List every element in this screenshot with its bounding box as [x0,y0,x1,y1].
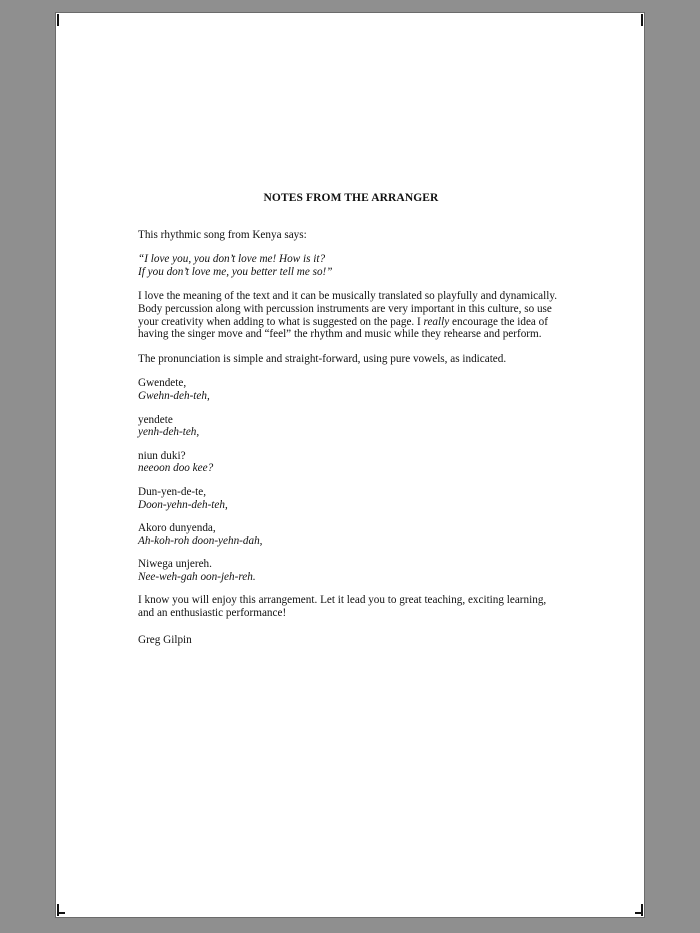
pronunciation-entry [138,377,558,402]
signature: Greg Gilpin [138,633,192,646]
lyric-phonetic: Nee-weh-gah oon-jeh-reh. [138,570,256,583]
crop-tick-bottom-left [57,912,65,914]
pronunciation-entry [138,558,558,583]
closing-paragraph: I know you will enjoy this arrangement. Let it lead you to great teaching, exciting learning, and an enthusiastic performance! [138,594,547,620]
lyric-word: yendete [138,413,173,426]
lyric-phonetic: Ah-koh-roh doon-yehn-dah, [138,534,263,547]
document-body [138,192,558,646]
paragraph-meaning-emphasis: really [423,315,450,328]
pronunciation-entry [138,450,558,475]
lyric-phonetic: Doon-yehn-deh-teh, [138,498,228,511]
paragraph-pronunciation: The pronunciation is simple and straight-forward, using pure vowels, as indicated. [138,352,507,365]
pronunciation-entry [138,522,558,547]
lyric-word: Niwega unjereh. [138,558,212,571]
crop-mark-bottom-left [57,904,71,916]
crop-mark-top-left [57,14,71,26]
lyric-phonetic: neeoon doo kee? [138,462,214,475]
quote-line-1: “I love you, you don’t love me! How is it? [138,253,326,266]
lyric-word: niun duki? [138,449,186,462]
song-quote [138,253,558,278]
crop-mark-bottom-right [629,904,643,916]
pronunciation-entry [138,414,558,439]
quote-line-2: If you don’t love me, you better tell me so!” [138,265,333,278]
paragraph-meaning [138,290,558,340]
paragraph-meaning-start: I love the meaning of the text and it can be musically translated so playfully and dynamically. Body percussion along with percussion instruments are very important in this culture, so use your creativity when adding to what is suggested on the page. I [138,290,557,328]
lyric-word: Gwendete, [138,377,187,390]
crop-mark-top-right [629,14,643,26]
pronunciation-entry [138,486,558,511]
lyric-phonetic: Gwehn-deh-teh, [138,389,210,402]
lyric-phonetic: yenh-deh-teh, [138,426,200,439]
intro-text: This rhythmic song from Kenya says: [138,228,307,241]
lyric-word: Akoro dunyenda, [138,522,216,535]
document-title: NOTES FROM THE ARRANGER [263,192,439,204]
crop-tick-bottom-right [635,912,643,914]
paragraph-meaning-end: encourage the idea of having the singer move and “feel” the rhythm and music while they rehearse and perform. [138,315,548,341]
lyric-word: Dun-yen-de-te, [138,485,207,498]
